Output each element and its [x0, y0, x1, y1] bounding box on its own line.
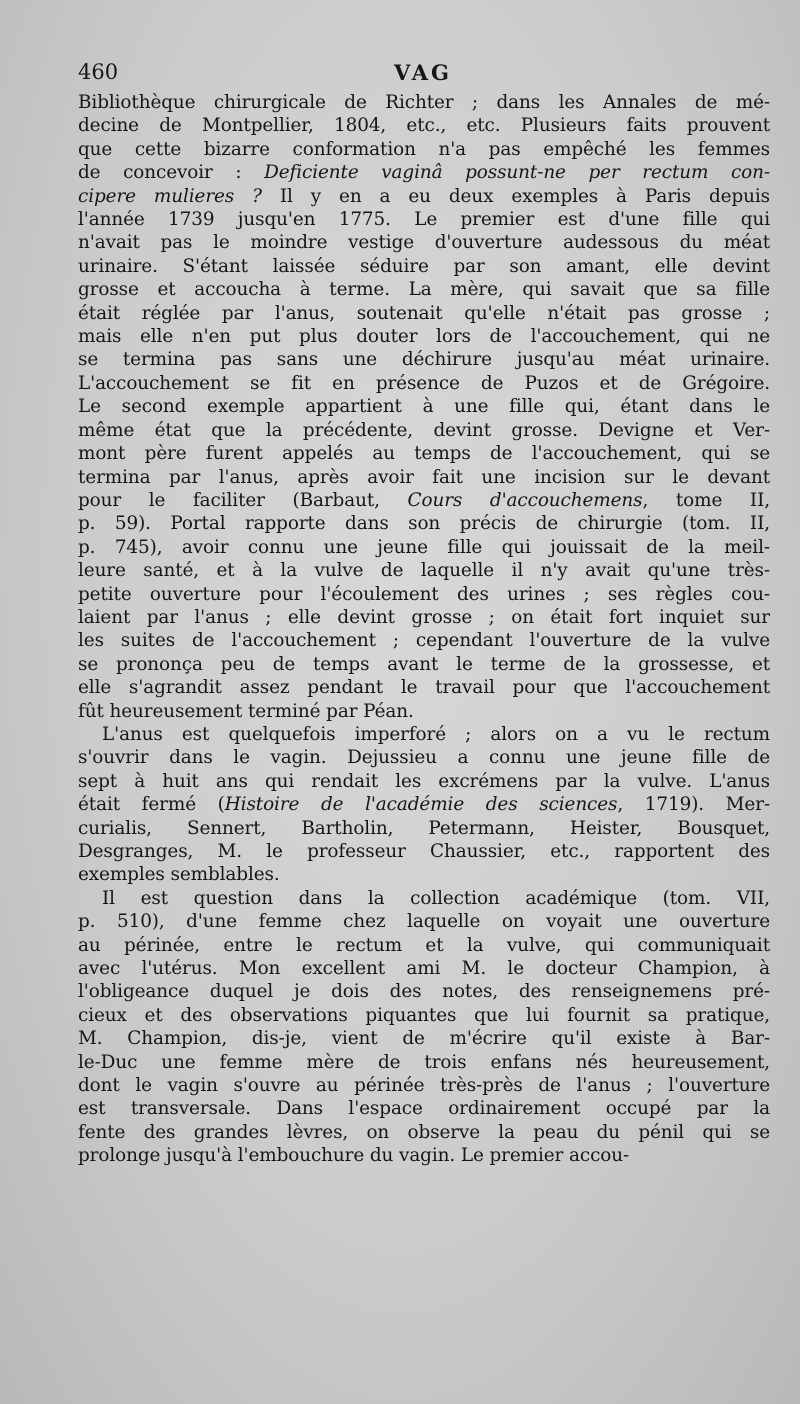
italic-text-run: Cours d'accouchemens — [407, 489, 643, 511]
text-run: elle s'agrandit assez pendant le travail pour que l'accouchement — [78, 677, 770, 699]
text-run: urinaire. S'étant laissée séduire par son amant, elle devint — [78, 255, 770, 277]
text-line — [78, 231, 770, 254]
text-line — [78, 723, 770, 746]
text-run: , 1719). Mer- — [617, 794, 770, 816]
text-run: Desgranges, M. le professeur Chaussier, etc., rapportent des — [78, 841, 770, 862]
text-line — [78, 1144, 770, 1167]
text-line — [78, 980, 770, 1003]
text-run: s'ouvrir dans le vagin. Dejussieu a connu une jeune fille de — [78, 747, 770, 769]
text-run: cieux et des observations piquantes que lui fournit sa pratique, — [78, 1004, 770, 1026]
text-run: était réglée par l'anus, soutenait qu'elle n'était pas grosse ; — [78, 302, 770, 324]
text-run: Il est question dans la collection académique (tom. VII, — [102, 887, 770, 909]
text-run: les suites de l'accouchement ; cependant l'ouverture de la vulve — [78, 630, 770, 652]
text-line — [78, 746, 770, 769]
text-run: mais elle n'en put plus douter lors de l'accouchement, qui ne — [78, 326, 770, 348]
text-line — [78, 1051, 770, 1074]
text-run: prolonge jusqu'à l'embouchure du vagin. Le premier accou- — [78, 1145, 630, 1167]
text-line — [78, 512, 770, 535]
text-run: p. 745), avoir connu une jeune fille qui jouissait de la meil- — [78, 536, 770, 558]
text-line — [78, 583, 770, 606]
text-line — [78, 653, 770, 676]
text-line — [78, 278, 770, 301]
text-line — [78, 793, 770, 816]
text-run: petite ouverture pour l'écoulement des urines ; ses règles cou- — [78, 583, 770, 605]
text-line — [78, 395, 770, 418]
body-text — [78, 91, 770, 1168]
text-run: M. Champion, dis-je, vient de m'écrire qu'il existe à Bar- — [78, 1028, 770, 1050]
text-line — [78, 91, 770, 114]
text-run: se prononça peu de temps avant le terme de la grossesse, et — [78, 653, 770, 675]
text-line — [78, 1097, 770, 1120]
text-line — [78, 536, 770, 559]
page-header — [78, 60, 768, 90]
text-run: pour le faciliter (Barbaut, — [78, 489, 408, 511]
text-run: fente des grandes lèvres, on observe la peau du pénil qui se — [78, 1121, 770, 1143]
text-run: même état que la précédente, devint grosse. Devigne et Ver- — [78, 419, 770, 441]
text-run: était fermé ( — [78, 794, 225, 816]
text-run: termina par l'anus, après avoir fait une incision sur le devant — [78, 466, 770, 488]
text-run: p. 510), d'une femme chez laquelle on voyait une ouverture — [78, 911, 770, 933]
text-run: leure santé, et à la vulve de laquelle il n'y avait qu'une très- — [78, 560, 770, 582]
text-run: dont le vagin s'ouvre au périnée très-près de l'anus ; l'ouverture — [78, 1075, 770, 1097]
running-head: VAG — [394, 60, 452, 85]
text-line — [78, 1004, 770, 1027]
text-line — [78, 1027, 770, 1050]
text-line — [78, 255, 770, 278]
text-run: n'avait pas le moindre vestige d'ouverture audessous du méat — [78, 232, 770, 254]
text-run: L'anus est quelquefois imperforé ; alors on a vu le rectum — [102, 723, 770, 745]
text-run: curialis, Sennert, Bartholin, Petermann, Heister, Bousquet, — [78, 817, 770, 839]
text-line — [78, 770, 770, 793]
italic-text-run: cipere mulieres ? — [78, 185, 262, 207]
text-run: , tome II, — [642, 489, 770, 511]
text-run: sept à huit ans qui rendait les excrémens par la vulve. L'anus — [78, 770, 770, 792]
text-run: L'accouchement se fit en présence de Puzos et de Grégoire. — [78, 372, 770, 394]
text-run: l'obligeance duquel je dois des notes, des renseignemens pré- — [78, 981, 770, 1003]
text-run: mont père furent appelés au temps de l'accouchement, qui se — [78, 443, 770, 465]
text-line — [78, 161, 770, 184]
text-run: le-Duc une femme mère de trois enfans nés heureusement, — [78, 1051, 770, 1073]
text-line — [78, 840, 770, 863]
text-line — [78, 863, 770, 886]
text-line — [78, 1121, 770, 1144]
text-run: au périnée, entre le rectum et la vulve, qui communiquait — [78, 934, 770, 956]
text-line — [78, 208, 770, 231]
text-line — [78, 348, 770, 371]
text-line — [78, 934, 770, 957]
text-line — [78, 466, 770, 489]
text-run: que cette bizarre conformation n'a pas empêché les femmes — [78, 138, 770, 160]
text-run: grosse et accoucha à terme. La mère, qui savait que sa fille — [78, 279, 770, 301]
text-run: p. 59). Portal rapporte dans son précis de chirurgie (tom. II, — [78, 513, 770, 535]
text-run: Bibliothèque chirurgicale de Richter ; dans les Annales de mé- — [78, 92, 770, 113]
text-line — [78, 606, 770, 629]
text-run: se termina pas sans une déchirure jusqu'au méat urinaire. — [78, 349, 770, 371]
text-line — [78, 676, 770, 699]
text-run: l'année 1739 jusqu'en 1775. Le premier est d'une fille qui — [78, 209, 770, 231]
text-line — [78, 629, 770, 652]
text-run: Le second exemple appartient à une fille qui, étant dans le — [78, 396, 770, 418]
italic-text-run: Histoire de l'académie des sciences — [224, 794, 618, 816]
text-line — [78, 489, 770, 512]
page-number: 460 — [78, 60, 119, 84]
text-run: decine de Montpellier, 1804, etc., etc. Plusieurs faits prouvent — [78, 115, 770, 137]
text-line — [78, 185, 770, 208]
text-run: Il y en a eu deux exemples à Paris depuis — [261, 185, 770, 207]
text-line — [78, 302, 770, 325]
text-line — [78, 114, 770, 137]
text-run: de concevoir : — [78, 162, 265, 184]
text-line — [78, 957, 770, 980]
text-line — [78, 887, 770, 910]
text-line — [78, 1074, 770, 1097]
text-line — [78, 419, 770, 442]
text-run: avec l'utérus. Mon excellent ami M. le docteur Champion, à — [78, 958, 770, 980]
text-line — [78, 817, 770, 840]
text-line — [78, 559, 770, 582]
text-line — [78, 325, 770, 348]
text-run: exemples semblables. — [78, 864, 280, 886]
text-line — [78, 910, 770, 933]
text-run: fût heureusement terminé par Péan. — [78, 700, 414, 722]
text-run: laient par l'anus ; elle devint grosse ; on était fort inquiet sur — [78, 606, 770, 628]
text-line — [78, 700, 770, 723]
italic-text-run: Deficiente vaginâ possunt-ne per rectum con- — [264, 162, 770, 184]
text-run: est transversale. Dans l'espace ordinairement occupé par la — [78, 1098, 770, 1120]
text-line — [78, 138, 770, 161]
text-line — [78, 372, 770, 395]
text-line — [78, 442, 770, 465]
